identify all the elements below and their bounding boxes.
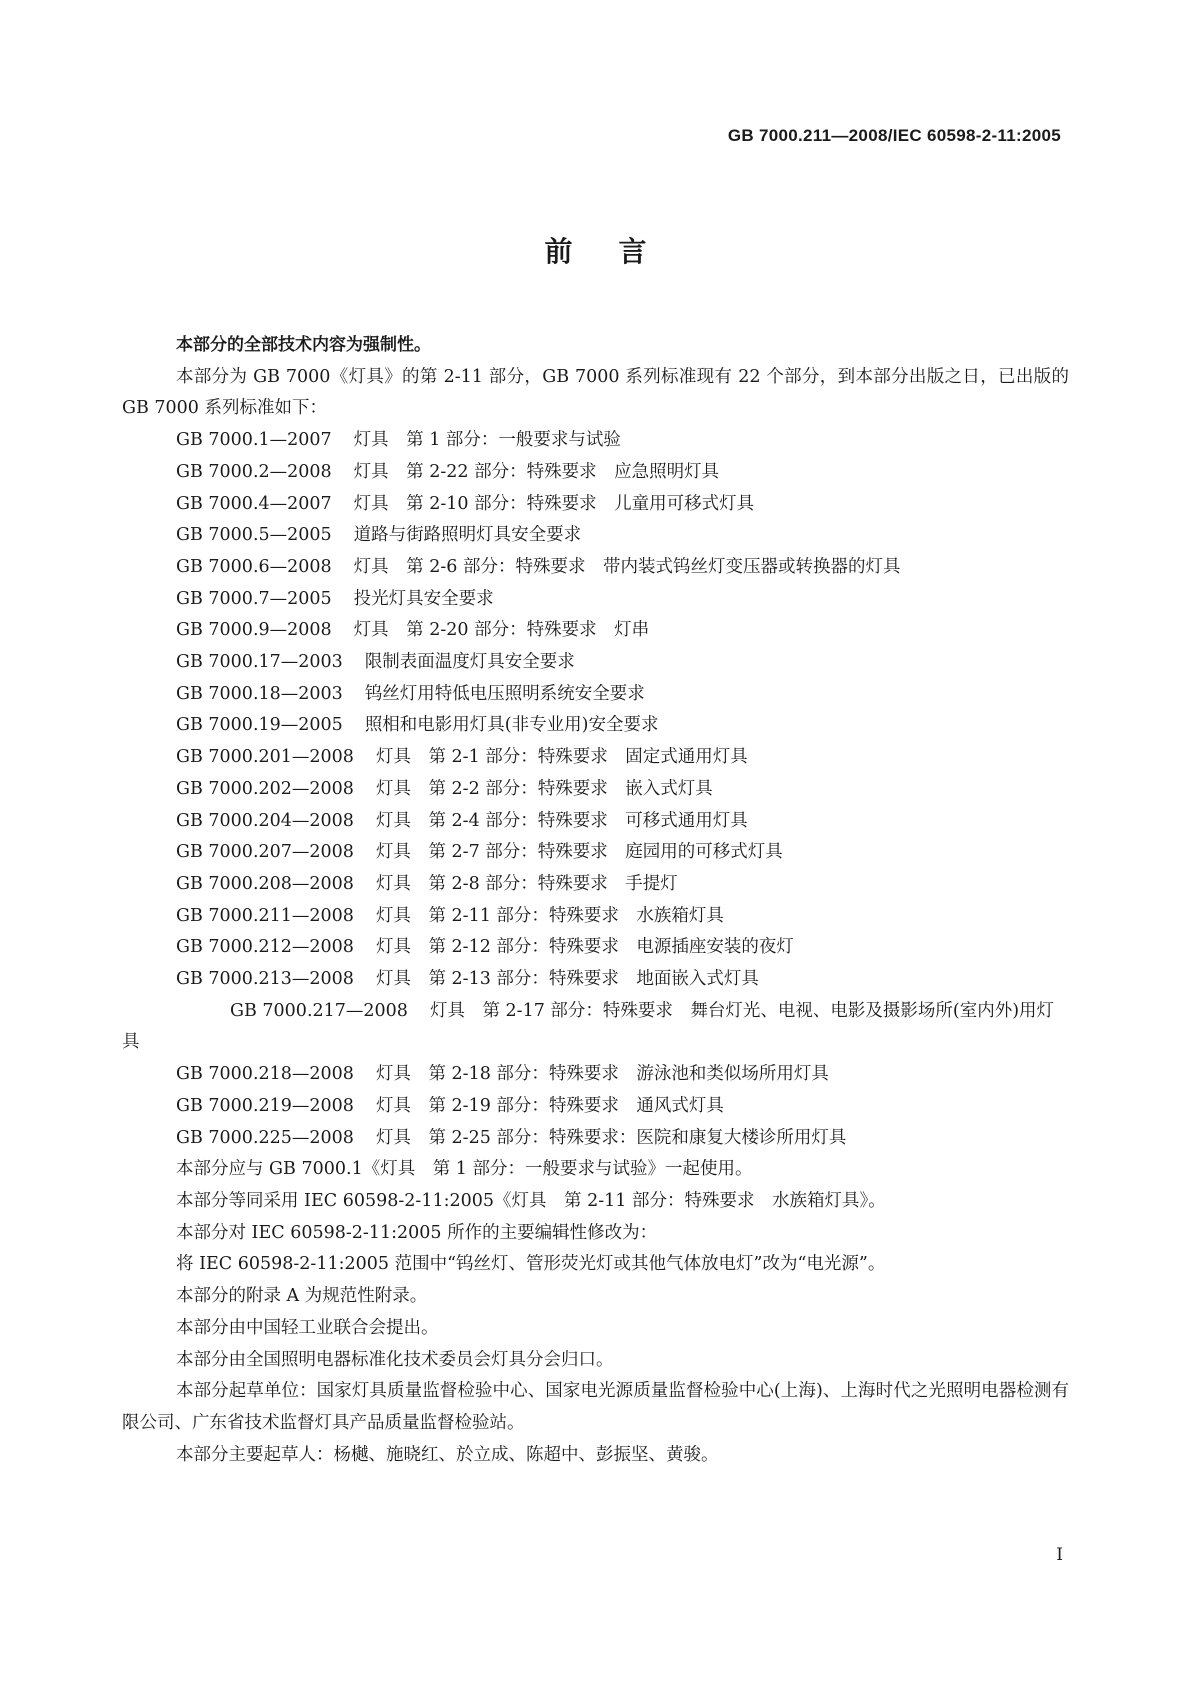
standard-code: GB 7000.5—2005 [176,525,332,546]
standard-code: GB 7000.211—2008 [176,905,354,926]
standard-item [122,1059,1069,1091]
standard-code: GB 7000.1—2007 [176,430,332,451]
standard-title: 灯具 第 2-12 部分：特殊要求 电源插座安装的夜灯 [375,937,794,958]
standard-code: GB 7000.207—2008 [176,842,354,863]
standard-item [122,774,1069,806]
standard-code: GB 7000.208—2008 [176,873,354,894]
standard-item [122,584,1069,616]
standard-item [122,552,1069,584]
standard-code: GB 7000.4—2007 [176,493,332,514]
standard-item [122,489,1069,521]
closing-paragraphs [122,1154,1069,1471]
standard-code: GB 7000.17—2003 [176,652,343,673]
standard-code: GB 7000.19—2005 [176,715,343,736]
standard-item [122,901,1069,933]
standard-title: 投光灯具安全要求 [353,588,494,609]
standard-title: 灯具 第 2-2 部分：特殊要求 嵌入式灯具 [375,778,713,799]
closing-paragraph: 本部分对 IEC 60598-2-11:2005 所作的主要编辑性修改为： [176,1222,658,1243]
standard-title: 灯具 第 2-20 部分：特殊要求 灯串 [353,620,650,641]
page-number: I [1056,1545,1063,1565]
standard-item [122,932,1069,964]
standard-item [122,520,1069,552]
closing-paragraph: 本部分由全国照明电器标准化技术委员会灯具分会归口。 [176,1349,614,1370]
standard-code: GB 7000.204—2008 [176,810,354,831]
standard-code: GB 7000.213—2008 [176,969,354,990]
closing-paragraph: 本部分等同采用 IEC 60598-2-11:2005《灯具 第 2-11 部分：特殊要求 水族箱灯具》。 [176,1190,886,1211]
standard-item [122,1123,1069,1155]
standard-title: 灯具 第 2-22 部分：特殊要求 应急照明灯具 [353,461,720,482]
standard-title: 灯具 第 2-1 部分：特殊要求 固定式通用灯具 [375,747,748,768]
standard-code: GB 7000.217—2008 [230,1000,408,1021]
standard-item [122,806,1069,838]
standard-item [122,457,1069,489]
standard-item [122,837,1069,869]
standard-code-header: GB 7000.211—2008/IEC 60598-2-11:2005 [727,126,1061,145]
standard-code: GB 7000.218—2008 [176,1064,354,1085]
standard-code: GB 7000.2—2008 [176,461,332,482]
standard-item [122,710,1069,742]
closing-paragraph: 本部分的附录 A 为规范性附录。 [176,1286,428,1307]
standard-title: 灯具 第 2-11 部分：特殊要求 水族箱灯具 [375,905,724,926]
standard-code: GB 7000.9—2008 [176,620,332,641]
intro-paragraph: 本部分为 GB 7000《灯具》的第 2-11 部分，GB 7000 系列标准现有 22 个部分，到本部分出版之日，已出版的 GB 7000 系列标准如下： [122,366,1069,419]
standards-list [122,425,1069,1154]
standard-title: 灯具 第 2-19 部分：特殊要求 通风式灯具 [375,1095,724,1116]
standard-title: 灯具 第 1 部分：一般要求与试验 [353,430,621,451]
standard-code: GB 7000.7—2005 [176,588,332,609]
standard-title: 灯具 第 2-13 部分：特殊要求 地面嵌入式灯具 [375,969,759,990]
standard-title: 道路与街路照明灯具安全要求 [353,525,582,546]
standard-code: GB 7000.212—2008 [176,937,354,958]
standard-item [122,964,1069,996]
standard-title: 灯具 第 2-6 部分：特殊要求 带内装式钨丝灯变压器或转换器的灯具 [353,556,901,577]
standard-code: GB 7000.219—2008 [176,1095,354,1116]
standard-title: 灯具 第 2-25 部分：特殊要求：医院和康复大楼诊所用灯具 [375,1127,847,1148]
standard-item [122,647,1069,679]
standard-title: 钨丝灯用特低电压照明系统安全要求 [364,683,645,704]
standard-item [122,425,1069,457]
standard-title: 灯具 第 2-7 部分：特殊要求 庭园用的可移式灯具 [375,842,783,863]
closing-paragraph: 本部分应与 GB 7000.1《灯具 第 1 部分：一般要求与试验》一起使用。 [176,1159,753,1180]
standard-title: 照相和电影用灯具(非专业用)安全要求 [364,715,659,736]
closing-paragraph: 将 IEC 60598-2-11:2005 范围中“钨丝灯、管形荧光灯或其他气体放电灯”改为“电光源”。 [176,1254,886,1275]
mandatory-statement: 本部分的全部技术内容为强制性。 [176,335,431,355]
standard-item [122,679,1069,711]
standard-title: 灯具 第 2-8 部分：特殊要求 手提灯 [375,873,678,894]
closing-paragraph: 本部分主要起草人：杨樾、施晓红、於立成、陈超中、彭振坚、黄骏。 [176,1444,719,1465]
standard-code: GB 7000.6—2008 [176,556,332,577]
standard-title: 灯具 第 2-10 部分：特殊要求 儿童用可移式灯具 [353,493,755,514]
standard-item [122,615,1069,647]
standard-code: GB 7000.201—2008 [176,747,354,768]
standard-code: GB 7000.202—2008 [176,778,354,799]
standard-title: 灯具 第 2-17 部分：特殊要求 舞台灯光、电视、电影及摄影场所(室内外)用灯具 [122,1000,1055,1053]
standard-title: 限制表面温度灯具安全要求 [364,652,575,673]
standard-item [122,869,1069,901]
closing-paragraph: 本部分由中国轻工业联合会提出。 [176,1317,439,1338]
closing-paragraph: 本部分起草单位：国家灯具质量监督检验中心、国家电光源质量监督检验中心(上海)、上海时代之光照明电器检测有限公司、广东省技术监督灯具产品质量监督检验站。 [122,1381,1069,1433]
standard-code: GB 7000.225—2008 [176,1127,354,1148]
document-body [122,330,1069,1471]
standard-item [122,996,1069,1059]
standard-code: GB 7000.18—2003 [176,683,343,704]
standard-item [122,742,1069,774]
standard-title: 灯具 第 2-4 部分：特殊要求 可移式通用灯具 [375,810,748,831]
standard-title: 灯具 第 2-18 部分：特殊要求 游泳池和类似场所用灯具 [375,1064,829,1085]
standard-item [122,1091,1069,1123]
page-title: 前言 [544,235,693,268]
